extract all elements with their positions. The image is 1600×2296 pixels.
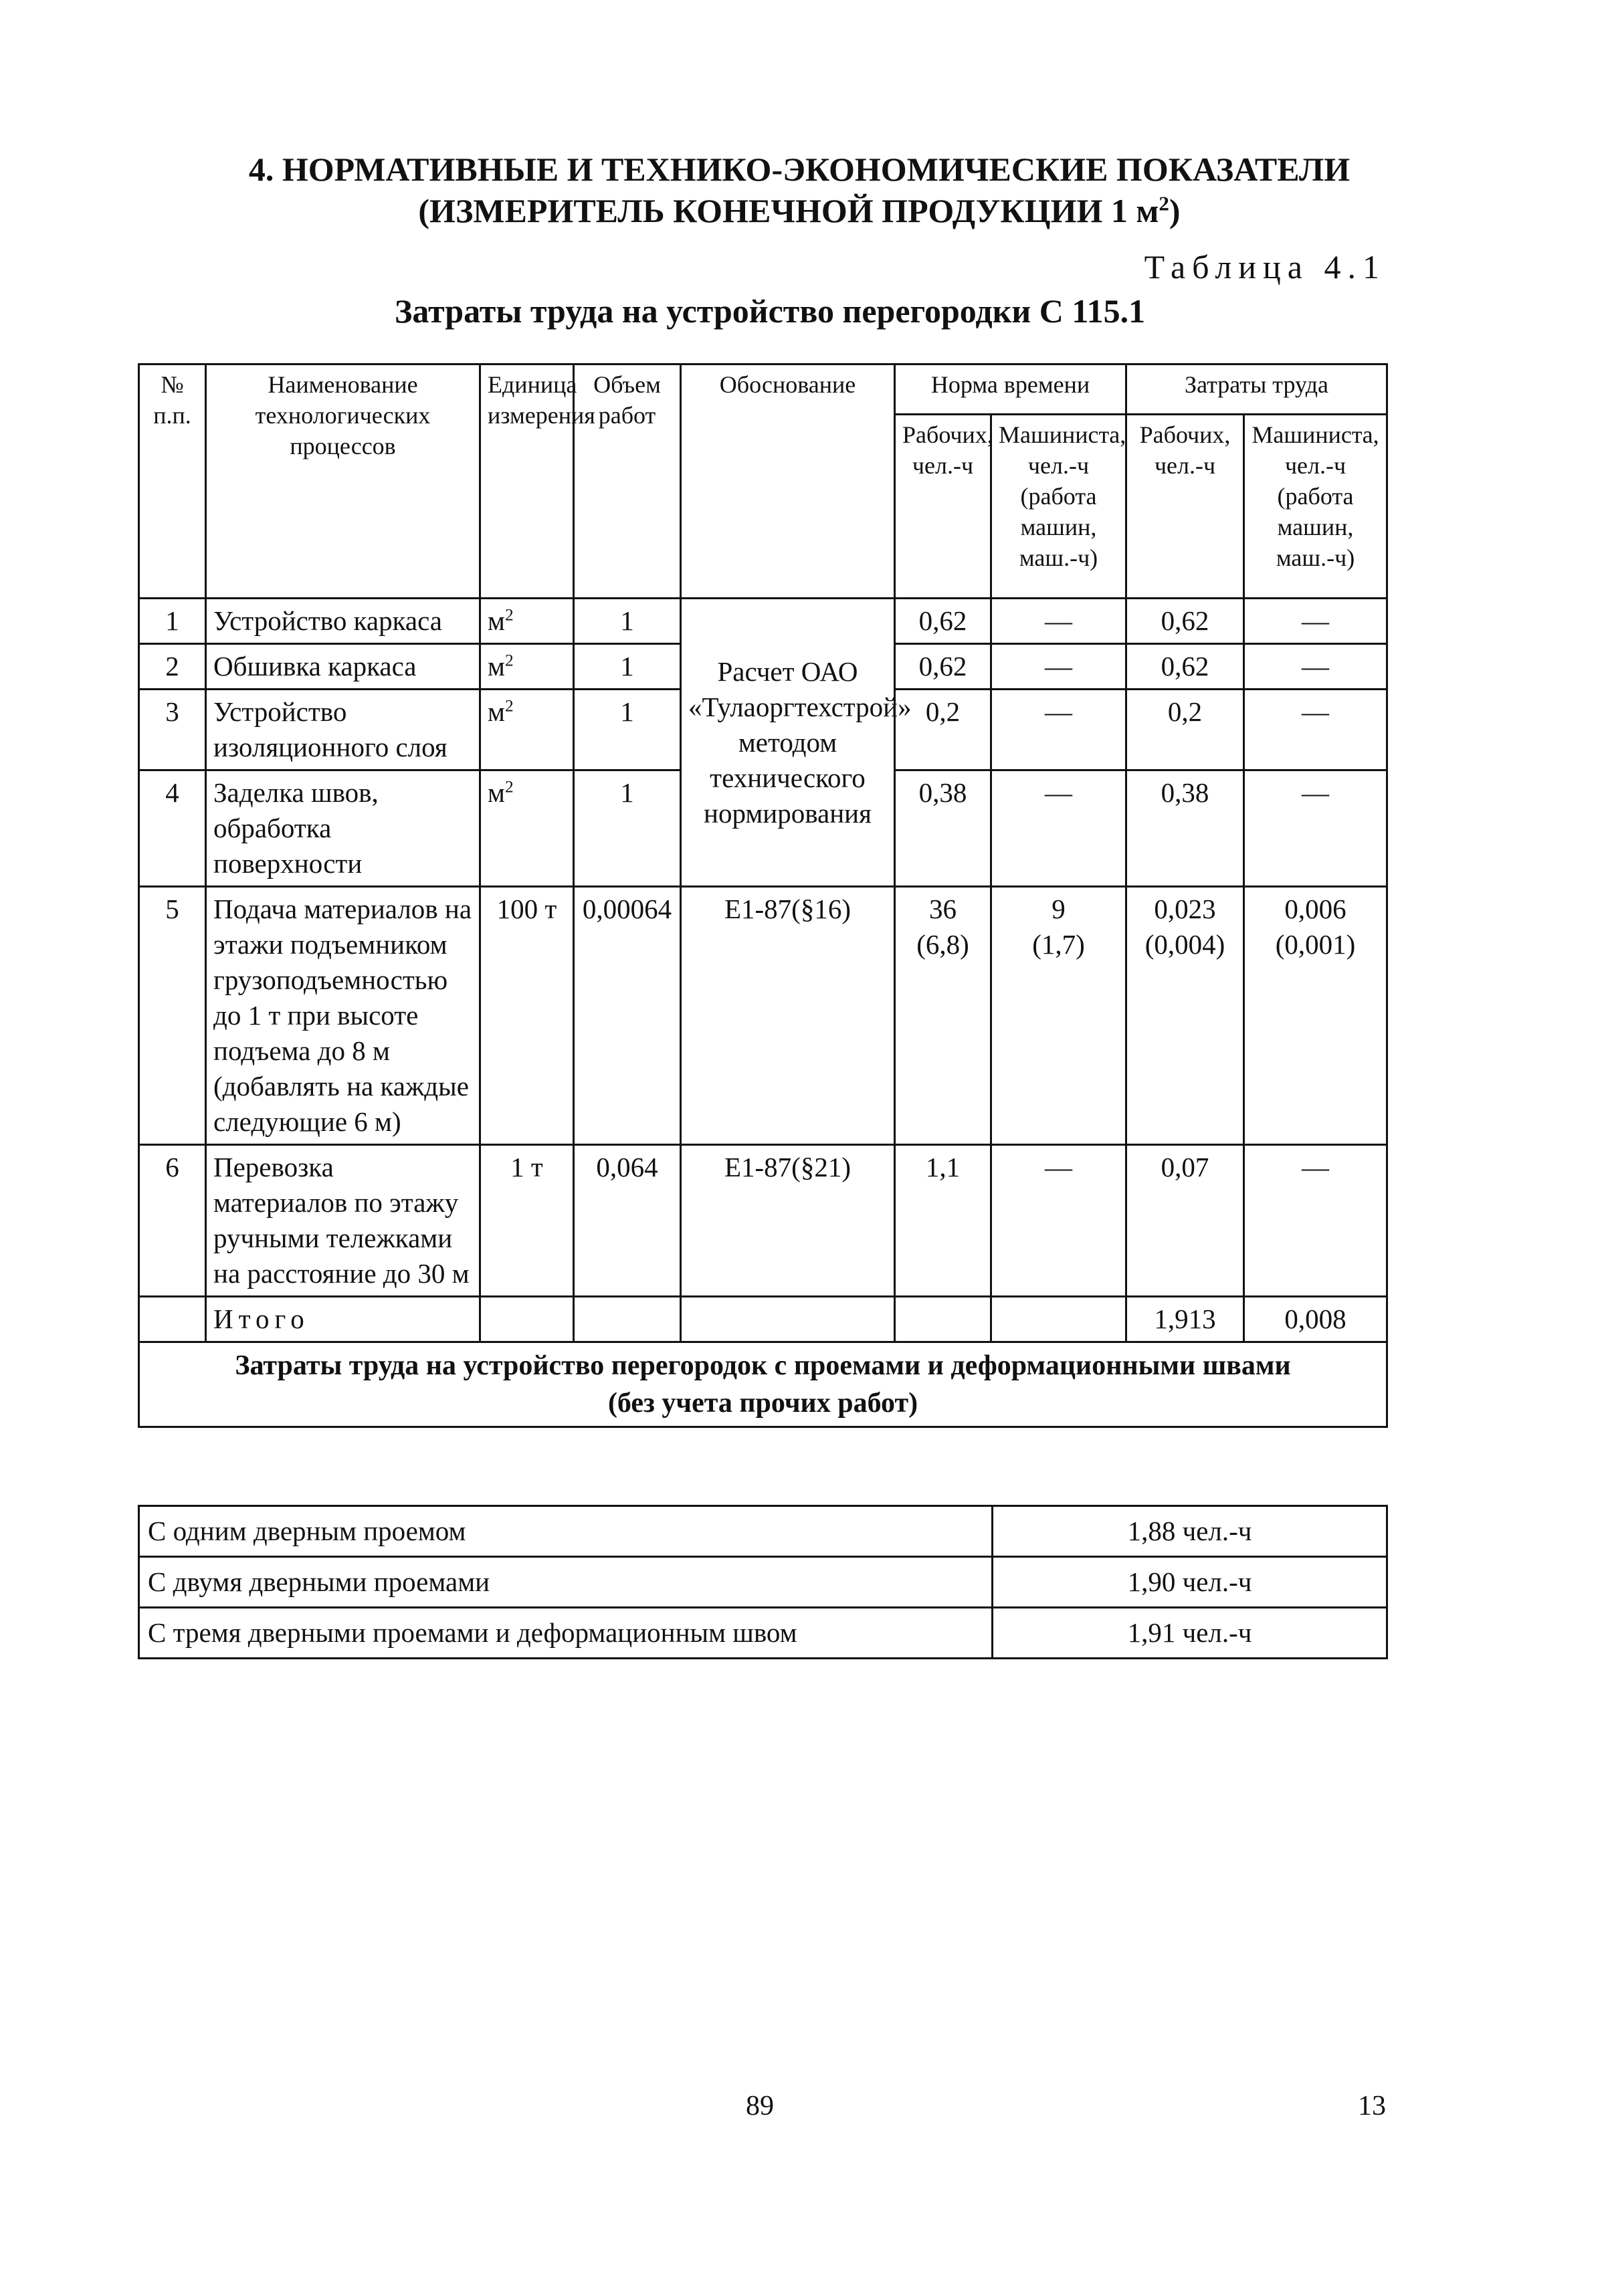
norm-workers-cell: 1,1 bbox=[895, 1145, 991, 1297]
norm-workers-cell: 0,2 bbox=[895, 690, 991, 770]
process-name: Устройство каркаса bbox=[206, 599, 480, 644]
table-row bbox=[139, 599, 1387, 644]
volume-cell: 1 bbox=[574, 770, 681, 887]
heading-line-1: 4. НОРМАТИВНЫЕ И ТЕХНИКО-ЭКОНОМИЧЕСКИЕ ПОКАЗАТЕЛИ bbox=[248, 150, 1351, 188]
total-cost-machinists: 0,008 bbox=[1244, 1297, 1387, 1342]
norm-workers-cell: 0,62 bbox=[895, 644, 991, 690]
col-header-basis: Обоснование bbox=[681, 364, 895, 599]
cost-machinists-cell: — bbox=[1244, 770, 1387, 887]
unit-cell: $м^2$ bbox=[480, 690, 574, 770]
basis-cell: Е1-87(§16) bbox=[681, 887, 895, 1145]
openings-label: С одним дверным проемом bbox=[139, 1506, 993, 1557]
norm-workers-cell: 0,62 bbox=[895, 599, 991, 644]
basis-merged-cell: Расчет ОАО «Тулаоргтехстрой» методом технического нормирования bbox=[681, 599, 895, 887]
process-name: Обшивка каркаса bbox=[206, 644, 480, 690]
cost-machinists-cell: — bbox=[1244, 690, 1387, 770]
row-number: 6 bbox=[139, 1145, 206, 1297]
cost-workers-cell: 0,38 bbox=[1126, 770, 1244, 887]
col-header-num: № п.п. bbox=[139, 364, 206, 599]
section-heading bbox=[134, 148, 1465, 231]
total-cost-workers: 1,913 bbox=[1126, 1297, 1244, 1342]
norm-workers-cell: 36 (6,8) bbox=[895, 887, 991, 1145]
col-header-norm-group: Норма времени bbox=[895, 364, 1126, 415]
norm-machinists-cell: — bbox=[991, 1145, 1126, 1297]
volume-cell: 0,00064 bbox=[574, 887, 681, 1145]
col-header-cost-group: Затраты труда bbox=[1126, 364, 1387, 415]
page-number: 89 bbox=[746, 2091, 774, 2121]
unit-cell: 1 т bbox=[480, 1145, 574, 1297]
cost-workers-cell: 0,023 (0,004) bbox=[1126, 887, 1244, 1145]
table-row bbox=[139, 1145, 1387, 1297]
volume-cell: 1 bbox=[574, 644, 681, 690]
col-header-volume: Объем работ bbox=[574, 364, 681, 599]
openings-value: 1,91 чел.-ч bbox=[993, 1608, 1387, 1659]
openings-label: С двумя дверными проемами bbox=[139, 1557, 993, 1608]
row-number: 3 bbox=[139, 690, 206, 770]
col-header-norm-workers: Рабочих, чел.-ч bbox=[895, 415, 991, 599]
total-row bbox=[139, 1297, 1387, 1342]
unit-cell: $м^2$ bbox=[480, 644, 574, 690]
sheet-number: 13 bbox=[1358, 2091, 1386, 2121]
unit-cell: $м^2$ bbox=[480, 599, 574, 644]
col-header-cost-workers: Рабочих, чел.-ч bbox=[1126, 415, 1244, 599]
process-name: Устройство изоляционного слоя bbox=[206, 690, 480, 770]
col-header-cost-machinists: Машинистa, чел.-ч (работа машин, маш.-ч) bbox=[1244, 415, 1387, 599]
norm-workers-cell: 0,38 bbox=[895, 770, 991, 887]
norm-machinists-cell: 9 (1,7) bbox=[991, 887, 1126, 1145]
cost-machinists-cell: 0,006 (0,001) bbox=[1244, 887, 1387, 1145]
col-header-unit: Единица измерения bbox=[480, 364, 574, 599]
labor-cost-table bbox=[138, 363, 1388, 1428]
openings-value: 1,90 чел.-ч bbox=[993, 1557, 1387, 1608]
unit-cell: 100 т bbox=[480, 887, 574, 1145]
volume-cell: 1 bbox=[574, 599, 681, 644]
cost-machinists-cell: — bbox=[1244, 1145, 1387, 1297]
row-number: 4 bbox=[139, 770, 206, 887]
cost-workers-cell: 0,62 bbox=[1126, 644, 1244, 690]
norm-machinists-cell: — bbox=[991, 770, 1126, 887]
volume-cell: 0,064 bbox=[574, 1145, 681, 1297]
norm-machinists-cell: — bbox=[991, 690, 1126, 770]
openings-title: Затраты труда на устройство перегородок с проемами и деформационными швами (без учета прочих работ) bbox=[139, 1342, 1387, 1427]
unit-cell: $м^2$ bbox=[480, 770, 574, 887]
cost-workers-cell: 0,62 bbox=[1126, 599, 1244, 644]
row-number: 5 bbox=[139, 887, 206, 1145]
col-header-norm-machinists: Машинистa, чел.-ч (работа машин, маш.-ч) bbox=[991, 415, 1126, 599]
openings-label: С тремя дверными проемами и деформационным швом bbox=[139, 1608, 993, 1659]
col-header-name: Наименование технологических процессов bbox=[206, 364, 480, 599]
row-number: 1 bbox=[139, 599, 206, 644]
openings-row bbox=[139, 1608, 1387, 1659]
basis-cell: Е1-87(§21) bbox=[681, 1145, 895, 1297]
process-name: Перевозка материалов по этажу ручными тележками на расстояние до 30 м bbox=[206, 1145, 480, 1297]
cost-workers-cell: 0,2 bbox=[1126, 690, 1244, 770]
cost-machinists-cell: — bbox=[1244, 644, 1387, 690]
openings-row bbox=[139, 1506, 1387, 1557]
table-row bbox=[139, 887, 1387, 1145]
total-label: Итого bbox=[206, 1297, 480, 1342]
row-number: 2 bbox=[139, 644, 206, 690]
norm-machinists-cell: — bbox=[991, 599, 1126, 644]
heading-line-2: (ИЗМЕРИТЕЛЬ КОНЕЧНОЙ ПРОДУКЦИИ 1 $м^2$) bbox=[418, 191, 1181, 229]
openings-value: 1,88 чел.-ч bbox=[993, 1506, 1387, 1557]
volume-cell: 1 bbox=[574, 690, 681, 770]
openings-table bbox=[138, 1505, 1388, 1659]
norm-machinists-cell: — bbox=[991, 644, 1126, 690]
process-name: Заделка швов, обработка поверхности bbox=[206, 770, 480, 887]
table-number-label: Таблица 4.1 bbox=[1144, 248, 1386, 286]
cost-machinists-cell: — bbox=[1244, 599, 1387, 644]
process-name: Подача материалов на этажи подъемником грузоподъемностью до 1 т при высоте подъема до 8 м (добавлять на каждые следующие 6 м) bbox=[206, 887, 480, 1145]
openings-row bbox=[139, 1557, 1387, 1608]
cost-workers-cell: 0,07 bbox=[1126, 1145, 1244, 1297]
table-caption: Затраты труда на устройство перегородки С 115.1 bbox=[395, 292, 1146, 330]
